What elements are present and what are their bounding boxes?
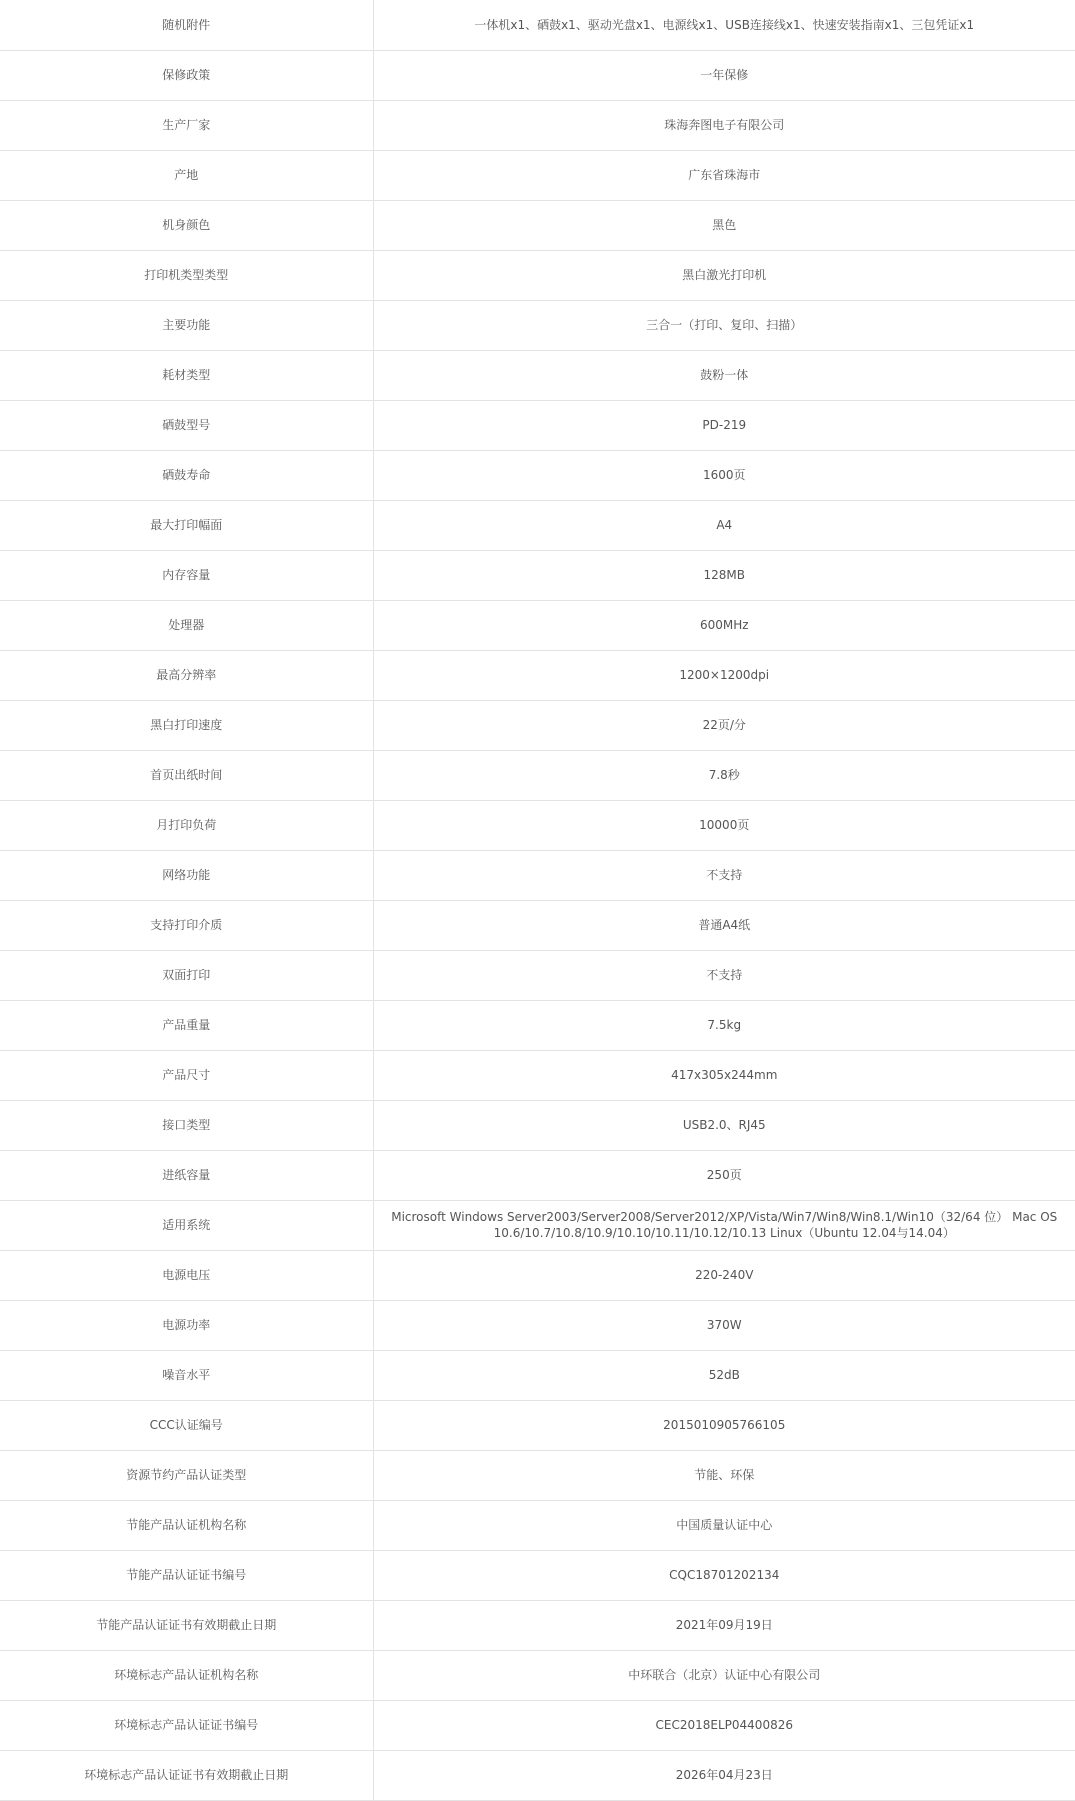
table-row: [0, 1500, 1075, 1550]
table-row: [0, 150, 1075, 200]
spec-value: Microsoft Windows Server2003/Server2008/Server2012/XP/Vista/Win7/Win8/Win8.1/Win10（32/64 位） Mac OS 10.6/10.7/10.8/10.9/10.10/10.11/10.12/10.13 Linux（Ubuntu 12.04与14.04）: [373, 1200, 1075, 1250]
spec-label: 产地: [0, 150, 373, 200]
table-row: [0, 500, 1075, 550]
spec-value: CEC2018ELP04400826: [373, 1700, 1075, 1750]
table-row: [0, 850, 1075, 900]
spec-value: 三合一（打印、复印、扫描）: [373, 300, 1075, 350]
spec-value: 不支持: [373, 950, 1075, 1000]
spec-value: 1600页: [373, 450, 1075, 500]
spec-label: 随机附件: [0, 0, 373, 50]
spec-value: 中环联合（北京）认证中心有限公司: [373, 1650, 1075, 1700]
table-row: [0, 800, 1075, 850]
spec-value: 220-240V: [373, 1250, 1075, 1300]
table-row: [0, 1550, 1075, 1600]
table-row: [0, 1400, 1075, 1450]
table-row: [0, 300, 1075, 350]
spec-label: 产品重量: [0, 1000, 373, 1050]
table-row: [0, 1300, 1075, 1350]
table-row: [0, 50, 1075, 100]
spec-label: 适用系统: [0, 1200, 373, 1250]
table-row: [0, 400, 1075, 450]
table-row: [0, 1050, 1075, 1100]
spec-label: 生产厂家: [0, 100, 373, 150]
spec-value: A4: [373, 500, 1075, 550]
spec-label: 硒鼓寿命: [0, 450, 373, 500]
spec-value: 不支持: [373, 850, 1075, 900]
spec-value: 2021年09月19日: [373, 1600, 1075, 1650]
spec-label: 双面打印: [0, 950, 373, 1000]
spec-label: 内存容量: [0, 550, 373, 600]
spec-label: 保修政策: [0, 50, 373, 100]
spec-label: 最大打印幅面: [0, 500, 373, 550]
table-row: [0, 1250, 1075, 1300]
spec-label: 电源电压: [0, 1250, 373, 1300]
spec-label: 噪音水平: [0, 1350, 373, 1400]
spec-value: USB2.0、RJ45: [373, 1100, 1075, 1150]
spec-label: 耗材类型: [0, 350, 373, 400]
table-row: [0, 1200, 1075, 1250]
spec-value: 黑白激光打印机: [373, 250, 1075, 300]
spec-value: 128MB: [373, 550, 1075, 600]
table-row: [0, 950, 1075, 1000]
spec-value: 7.5kg: [373, 1000, 1075, 1050]
spec-value: CQC18701202134: [373, 1550, 1075, 1600]
spec-label: 接口类型: [0, 1100, 373, 1150]
spec-value: 22页/分: [373, 700, 1075, 750]
spec-label: 月打印负荷: [0, 800, 373, 850]
table-row: [0, 100, 1075, 150]
table-row: [0, 0, 1075, 50]
spec-value: 600MHz: [373, 600, 1075, 650]
spec-label: 黑白打印速度: [0, 700, 373, 750]
spec-label: 电源功率: [0, 1300, 373, 1350]
spec-label: 资源节约产品认证类型: [0, 1450, 373, 1500]
spec-label: 环境标志产品认证证书编号: [0, 1700, 373, 1750]
spec-label: 环境标志产品认证机构名称: [0, 1650, 373, 1700]
spec-label: 最高分辨率: [0, 650, 373, 700]
spec-value: PD-219: [373, 400, 1075, 450]
spec-value: 鼓粉一体: [373, 350, 1075, 400]
spec-label: 节能产品认证机构名称: [0, 1500, 373, 1550]
table-row: [0, 1700, 1075, 1750]
spec-value: 370W: [373, 1300, 1075, 1350]
spec-label: 机身颜色: [0, 200, 373, 250]
table-row: [0, 1350, 1075, 1400]
spec-label: 首页出纸时间: [0, 750, 373, 800]
spec-label: 打印机类型类型: [0, 250, 373, 300]
table-row: [0, 700, 1075, 750]
spec-value: 2015010905766105: [373, 1400, 1075, 1450]
spec-value: 417x305x244mm: [373, 1050, 1075, 1100]
spec-label: 进纸容量: [0, 1150, 373, 1200]
table-row: [0, 1100, 1075, 1150]
spec-value: 珠海奔图电子有限公司: [373, 100, 1075, 150]
spec-label: 支持打印介质: [0, 900, 373, 950]
table-row: [0, 1650, 1075, 1700]
table-row: [0, 1000, 1075, 1050]
spec-value: 250页: [373, 1150, 1075, 1200]
spec-value: 1200×1200dpi: [373, 650, 1075, 700]
spec-label: 硒鼓型号: [0, 400, 373, 450]
table-row: [0, 900, 1075, 950]
table-row: [0, 350, 1075, 400]
table-row: [0, 650, 1075, 700]
table-row: [0, 750, 1075, 800]
spec-value: 一体机x1、硒鼓x1、驱动光盘x1、电源线x1、USB连接线x1、快速安装指南x1、三包凭证x1: [373, 0, 1075, 50]
spec-value: 黑色: [373, 200, 1075, 250]
spec-label: CCC认证编号: [0, 1400, 373, 1450]
spec-value: 一年保修: [373, 50, 1075, 100]
table-row: [0, 200, 1075, 250]
spec-value: 中国质量认证中心: [373, 1500, 1075, 1550]
table-row: [0, 600, 1075, 650]
table-row: [0, 450, 1075, 500]
spec-value: 2026年04月23日: [373, 1750, 1075, 1800]
spec-label: 环境标志产品认证证书有效期截止日期: [0, 1750, 373, 1800]
table-row: [0, 550, 1075, 600]
spec-label: 节能产品认证证书有效期截止日期: [0, 1600, 373, 1650]
spec-label: 网络功能: [0, 850, 373, 900]
table-row: [0, 250, 1075, 300]
table-row: [0, 1450, 1075, 1500]
spec-value: 52dB: [373, 1350, 1075, 1400]
spec-label: 节能产品认证证书编号: [0, 1550, 373, 1600]
table-row: [0, 1600, 1075, 1650]
spec-label: 产品尺寸: [0, 1050, 373, 1100]
spec-value: 普通A4纸: [373, 900, 1075, 950]
spec-value: 节能、环保: [373, 1450, 1075, 1500]
spec-value: 广东省珠海市: [373, 150, 1075, 200]
spec-value: 7.8秒: [373, 750, 1075, 800]
spec-label: 主要功能: [0, 300, 373, 350]
table-row: [0, 1150, 1075, 1200]
spec-value: 10000页: [373, 800, 1075, 850]
spec-label: 处理器: [0, 600, 373, 650]
